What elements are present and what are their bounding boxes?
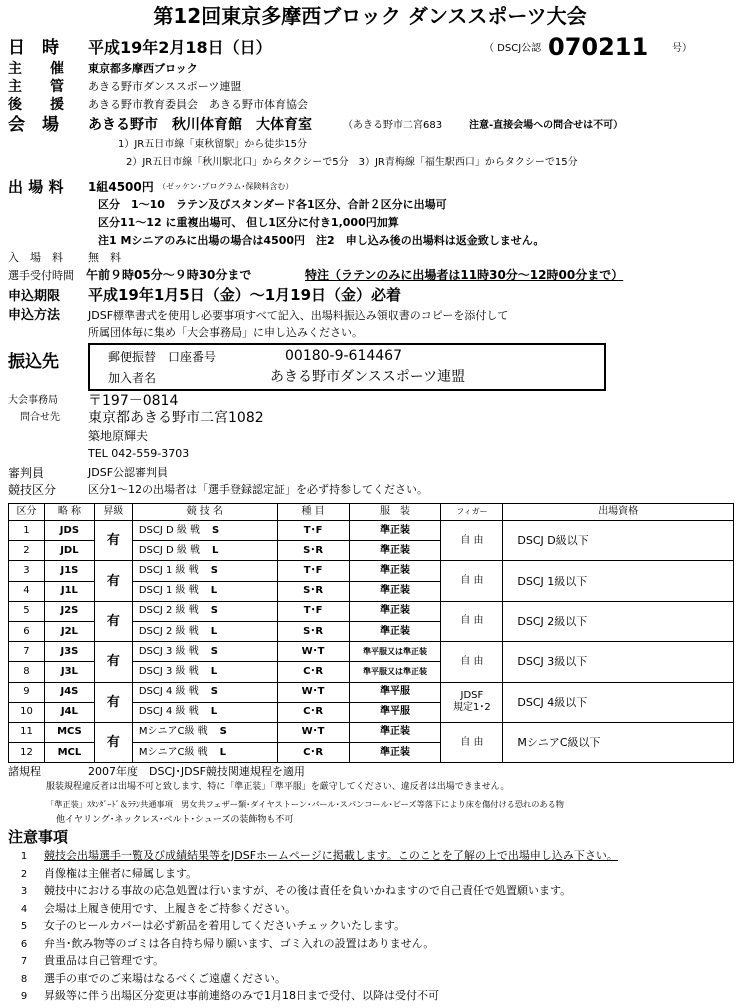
col-header: 区分 <box>9 504 45 521</box>
table-row <box>9 722 734 742</box>
row-abbr: J3S <box>44 642 94 662</box>
transfer-label: 振込先 <box>8 352 59 372</box>
row-dress: 準正装 <box>349 601 441 621</box>
row-dance: W･T <box>277 722 349 742</box>
contact-label: 問合せ先 <box>20 412 60 423</box>
col-header: 略 称 <box>44 504 94 521</box>
event-name: DSCJ 2 級 戦 <box>138 625 199 637</box>
row-promotion: 有 <box>94 561 132 601</box>
row-dance: W･T <box>277 682 349 702</box>
event-name: DSCJ 4 級 戦 <box>138 706 199 718</box>
row-event <box>132 702 277 722</box>
event-name: MシニアC級 戦 <box>138 726 208 738</box>
row-figure <box>441 682 503 722</box>
note-number: 3 <box>20 886 28 897</box>
host-value: 東京都多摩西ブロック <box>88 62 198 75</box>
row-dress: 準正装 <box>349 521 441 541</box>
approval-suffix: 号） <box>672 43 692 54</box>
office-zip: 〒197－0814 <box>88 393 179 409</box>
row-abbr: MCS <box>44 722 94 742</box>
row-dress: 準平服又は準正装 <box>349 642 441 662</box>
row-number: 8 <box>9 662 45 682</box>
row-number: 3 <box>9 561 45 581</box>
access-2: 2）JR五日市線「秋川駅北口」からタクシーで5分 3）JR青梅線「福生駅西口」からタクシーで15分 <box>126 157 578 168</box>
venue-name: あきる野市 秋川体育館 大体育室 <box>88 117 312 133</box>
event-class: S <box>210 605 218 617</box>
row-dress: 準平服 <box>349 702 441 722</box>
figure-text: 自 由 <box>460 736 484 748</box>
transfer-box <box>88 343 606 391</box>
event-class: L <box>212 544 219 556</box>
event-class: S <box>210 686 218 698</box>
note-text: 女子のヒールカバーは必ず新品を着用してくださいチェックいたします。 <box>44 919 406 932</box>
row-event <box>132 561 277 581</box>
row-event <box>132 662 277 682</box>
row-dance: C･R <box>277 743 349 763</box>
venue-label: 会 場 <box>8 115 59 135</box>
transfer-account-label: 郵便振替 口座番号 <box>108 350 217 364</box>
method-line-2: 所属団体毎に集め「大会事務局」に申し込みください。 <box>88 326 363 339</box>
note-number: 9 <box>20 991 28 1002</box>
row-event <box>132 521 277 541</box>
row-qualification: DSCJ 4級以下 <box>503 682 734 722</box>
col-header: 種 目 <box>277 504 349 521</box>
row-number: 6 <box>9 621 45 641</box>
row-number: 11 <box>9 722 45 742</box>
office-person: 築地原輝夫 <box>88 429 149 443</box>
judges-label: 審判員 <box>8 466 45 480</box>
col-header: 昇級 <box>94 504 132 521</box>
event-class: L <box>219 746 226 758</box>
row-dance: S･R <box>277 541 349 561</box>
fee-line-1: 区分 1～10 ラテン及びスタンダード各1区分、合計２区分に出場可 <box>98 198 447 211</box>
row-number: 9 <box>9 682 45 702</box>
row-dress: 準平服又は準正装 <box>349 662 441 682</box>
row-dress: 準正装 <box>349 722 441 742</box>
office-address: 東京都あきる野市二宮1082 <box>88 410 264 426</box>
note-item <box>14 973 286 985</box>
note-text: 選手の車でのご来場はなるべくご遠慮ください。 <box>44 971 286 985</box>
table-header-row <box>9 504 734 521</box>
reception-value: 午前９時05分～９時30分まで <box>86 268 252 282</box>
row-abbr: JDS <box>44 521 94 541</box>
note-text: 会場は上履き使用です、上履きをご持参ください。 <box>44 901 297 915</box>
support-value: あきる野市教育委員会 あきる野市体育協会 <box>88 98 308 111</box>
date-value: 平成19年2月18日（日） <box>88 38 272 57</box>
row-figure <box>441 601 503 641</box>
figure-text: 自 由 <box>460 615 484 627</box>
admission-label: 入 場 料 <box>8 251 63 264</box>
rules-label: 諸規程 <box>8 765 41 778</box>
row-abbr: J3L <box>44 662 94 682</box>
note-item <box>14 885 571 897</box>
transfer-account: 00180-9-614467 <box>285 348 402 364</box>
office-label: 大会事務局 <box>8 395 58 406</box>
note-text: 貴重品は自己管理です。 <box>44 954 165 967</box>
row-figure <box>441 722 503 762</box>
note-text: 弁当･飲み物等のゴミは各自持ち帰り願います、ゴミ入れの設置はありません。 <box>44 936 435 950</box>
row-abbr: J1L <box>44 581 94 601</box>
row-abbr: J2S <box>44 601 94 621</box>
table-row <box>9 521 734 541</box>
support-label: 後 援 <box>8 97 64 113</box>
note-item <box>14 955 164 967</box>
event-name: DSCJ 2 級 戦 <box>138 605 199 617</box>
transfer-holder: あきる野市ダンススポーツ連盟 <box>270 369 466 385</box>
note-number: 5 <box>20 921 28 932</box>
row-dance: S･R <box>277 621 349 641</box>
note-text: 肖像権は主催者に帰属します。 <box>44 866 198 880</box>
note-number: 8 <box>20 973 28 985</box>
event-name: DSCJ 3 級 戦 <box>138 665 199 677</box>
row-figure <box>441 561 503 601</box>
reception-special: 特注（ラテンのみに出場者は11時30分～12時00分まで） <box>305 268 624 282</box>
row-abbr: JDL <box>44 541 94 561</box>
row-abbr: J2L <box>44 621 94 641</box>
transfer-holder-label: 加入者名 <box>108 371 157 385</box>
figure-text: 自 由 <box>460 655 484 667</box>
fee-line-3: 注1 Mシニアのみに出場の場合は4500円 注2 申し込み後の出場料は返金致しません。 <box>98 234 545 247</box>
rules-line-1: 服装規程違反者は出場不可と致します、特に「準正装」「準平服」を厳守してください、違反者は出場できません。 <box>46 782 510 792</box>
row-event <box>132 722 277 742</box>
note-item <box>14 868 197 880</box>
event-name: DSCJ D 級 戦 <box>138 544 201 556</box>
page-title: 第12回東京多摩西ブロック ダンススポーツ大会 <box>153 4 587 28</box>
note-number: 4 <box>20 903 28 915</box>
row-event <box>132 682 277 702</box>
row-promotion: 有 <box>94 722 132 762</box>
judges-value: JDSF公認審判員 <box>88 466 169 479</box>
row-abbr: J4L <box>44 702 94 722</box>
note-number: 1 <box>20 851 28 862</box>
note-number: 6 <box>20 938 28 950</box>
row-event <box>132 601 277 621</box>
row-dance: W･T <box>277 642 349 662</box>
row-event <box>132 621 277 641</box>
table-row <box>9 642 734 662</box>
row-dance: S･R <box>277 581 349 601</box>
row-dress: 準正装 <box>349 561 441 581</box>
note-text: 競技会出場選手一覧及び成績結果等をJDSFホームページに掲載します。このことを了解の上で出場申し込み下さい。 <box>44 849 618 862</box>
category-label: 競技区分 <box>8 483 57 497</box>
fee-label: 出 場 料 <box>8 178 64 196</box>
row-dance: T･F <box>277 561 349 581</box>
rules-line-2: 「準正装」ｽﾀﾝﾀﾞｰﾄﾞ＆ﾗﾃﾝ共通事項 男女共フェザー類･ダイヤストーン･パール･スパンコール･ビーズ等落下により床を傷付ける恐れのある物 <box>46 799 564 809</box>
note-item <box>14 903 296 915</box>
row-dress: 準正装 <box>349 581 441 601</box>
row-figure <box>441 521 503 561</box>
event-class: S <box>219 726 227 738</box>
row-qualification: DSCJ 2級以下 <box>503 601 734 641</box>
note-number: 7 <box>20 956 28 967</box>
note-item <box>14 990 439 1002</box>
approval-prefix: （ DSCJ公認 <box>484 43 542 54</box>
row-event <box>132 541 277 561</box>
event-class: S <box>210 564 218 576</box>
row-number: 1 <box>9 521 45 541</box>
rules-value: 2007年度 DSCJ･JDSF競技関連規程を適用 <box>88 765 305 778</box>
note-item <box>14 938 434 950</box>
events-table <box>8 503 734 763</box>
row-number: 12 <box>9 743 45 763</box>
row-dress: 準正装 <box>349 743 441 763</box>
row-dress: 準正装 <box>349 621 441 641</box>
col-header: 服 装 <box>349 504 441 521</box>
note-item <box>14 920 405 932</box>
col-header: 出場資格 <box>503 504 734 521</box>
figure-text: 自 由 <box>460 534 484 546</box>
col-header: フィガー <box>441 504 503 521</box>
row-dance: T･F <box>277 601 349 621</box>
event-name: DSCJ 1 級 戦 <box>138 564 199 576</box>
event-name: MシニアC級 戦 <box>138 746 208 758</box>
reception-label: 選手受付時間 <box>8 269 74 282</box>
note-number: 2 <box>20 868 28 880</box>
row-dance: T･F <box>277 521 349 541</box>
event-class: S <box>210 645 218 657</box>
row-qualification: DSCJ 1級以下 <box>503 561 734 601</box>
event-class: S <box>212 524 220 536</box>
row-number: 7 <box>9 642 45 662</box>
row-abbr: J4S <box>44 682 94 702</box>
row-qualification: DSCJ D級以下 <box>503 521 734 561</box>
deadline-value: 平成19年1月5日（金）～1月19日（金）必着 <box>88 286 402 304</box>
fee-value: 1組4500円 <box>88 180 154 194</box>
col-header: 競 技 名 <box>132 504 277 521</box>
row-abbr: MCL <box>44 743 94 763</box>
row-promotion: 有 <box>94 601 132 641</box>
manager-value: あきる野市ダンススポーツ連盟 <box>88 80 242 93</box>
row-qualification: DSCJ 3級以下 <box>503 642 734 682</box>
note-item <box>14 850 618 862</box>
event-name: DSCJ 1 級 戦 <box>138 585 199 597</box>
event-class: L <box>210 585 218 597</box>
method-label: 申込方法 <box>8 308 61 323</box>
row-number: 10 <box>9 702 45 722</box>
event-name: DSCJ 4 級 戦 <box>138 686 199 698</box>
figure-text-2: 規定1･2 <box>453 702 491 714</box>
office-tel: TEL 042-559-3703 <box>88 447 190 460</box>
access-1: 1）JR五日市線「東秋留駅」から徒歩15分 <box>118 139 307 150</box>
table-row <box>9 561 734 581</box>
figure-text: 自 由 <box>460 575 484 587</box>
method-line-1: JDSF標準書式を使用し必要事項すべて記入、出場料振込み領収書のコピーを添付して <box>88 309 509 322</box>
row-dress: 準平服 <box>349 682 441 702</box>
category-value: 区分1～12の出場者は「選手登録認定証」を必ず持参してください。 <box>88 483 428 496</box>
manager-label: 主 管 <box>8 79 64 95</box>
event-class: L <box>210 706 218 718</box>
note-text: 昇級等に伴う出場区分変更は事前連絡のみで1月18日まで受付、以降は受付不可 <box>44 989 439 1002</box>
row-event <box>132 642 277 662</box>
table-row <box>9 601 734 621</box>
row-event <box>132 581 277 601</box>
host-label: 主 催 <box>8 61 64 77</box>
row-number: 2 <box>9 541 45 561</box>
approval-number: 070211 <box>548 33 649 61</box>
row-abbr: J1S <box>44 561 94 581</box>
row-dress: 準正装 <box>349 541 441 561</box>
event-name: DSCJ 3 級 戦 <box>138 645 199 657</box>
event-class: L <box>210 625 218 637</box>
venue-address: （あきる野市二宮683 <box>343 120 443 131</box>
notes-label: 注意事項 <box>8 828 69 846</box>
rules-line-3: 他イヤリング･ネックレス･ベルト･シューズの装飾物も不可 <box>56 815 294 825</box>
figure-text: JDSF <box>460 690 484 702</box>
event-class: L <box>210 665 218 677</box>
row-number: 4 <box>9 581 45 601</box>
table-row <box>9 682 734 702</box>
row-promotion: 有 <box>94 521 132 561</box>
date-label: 日 時 <box>8 38 59 58</box>
row-qualification: MシニアC級以下 <box>503 722 734 762</box>
row-dance: C･R <box>277 662 349 682</box>
deadline-label: 申込期限 <box>8 289 61 304</box>
row-number: 5 <box>9 601 45 621</box>
row-promotion: 有 <box>94 682 132 722</box>
row-promotion: 有 <box>94 642 132 682</box>
row-figure <box>441 642 503 682</box>
row-dance: C･R <box>277 702 349 722</box>
admission-value: 無 料 <box>88 251 121 264</box>
row-event <box>132 743 277 763</box>
fee-note: （ゼッケン･プログラム･保険料含む） <box>158 182 294 191</box>
event-name: DSCJ D 級 戦 <box>138 524 201 536</box>
venue-notice: 注意-直接会場への問合せは不可） <box>469 120 624 131</box>
fee-line-2: 区分11～12 に重複出場可、 但し1区分に付き1,000円加算 <box>98 216 399 229</box>
note-text: 競技中における事故の応急処置は行いますが、その後は責任を負いかねますので自己責任で処置願います。 <box>44 884 572 897</box>
